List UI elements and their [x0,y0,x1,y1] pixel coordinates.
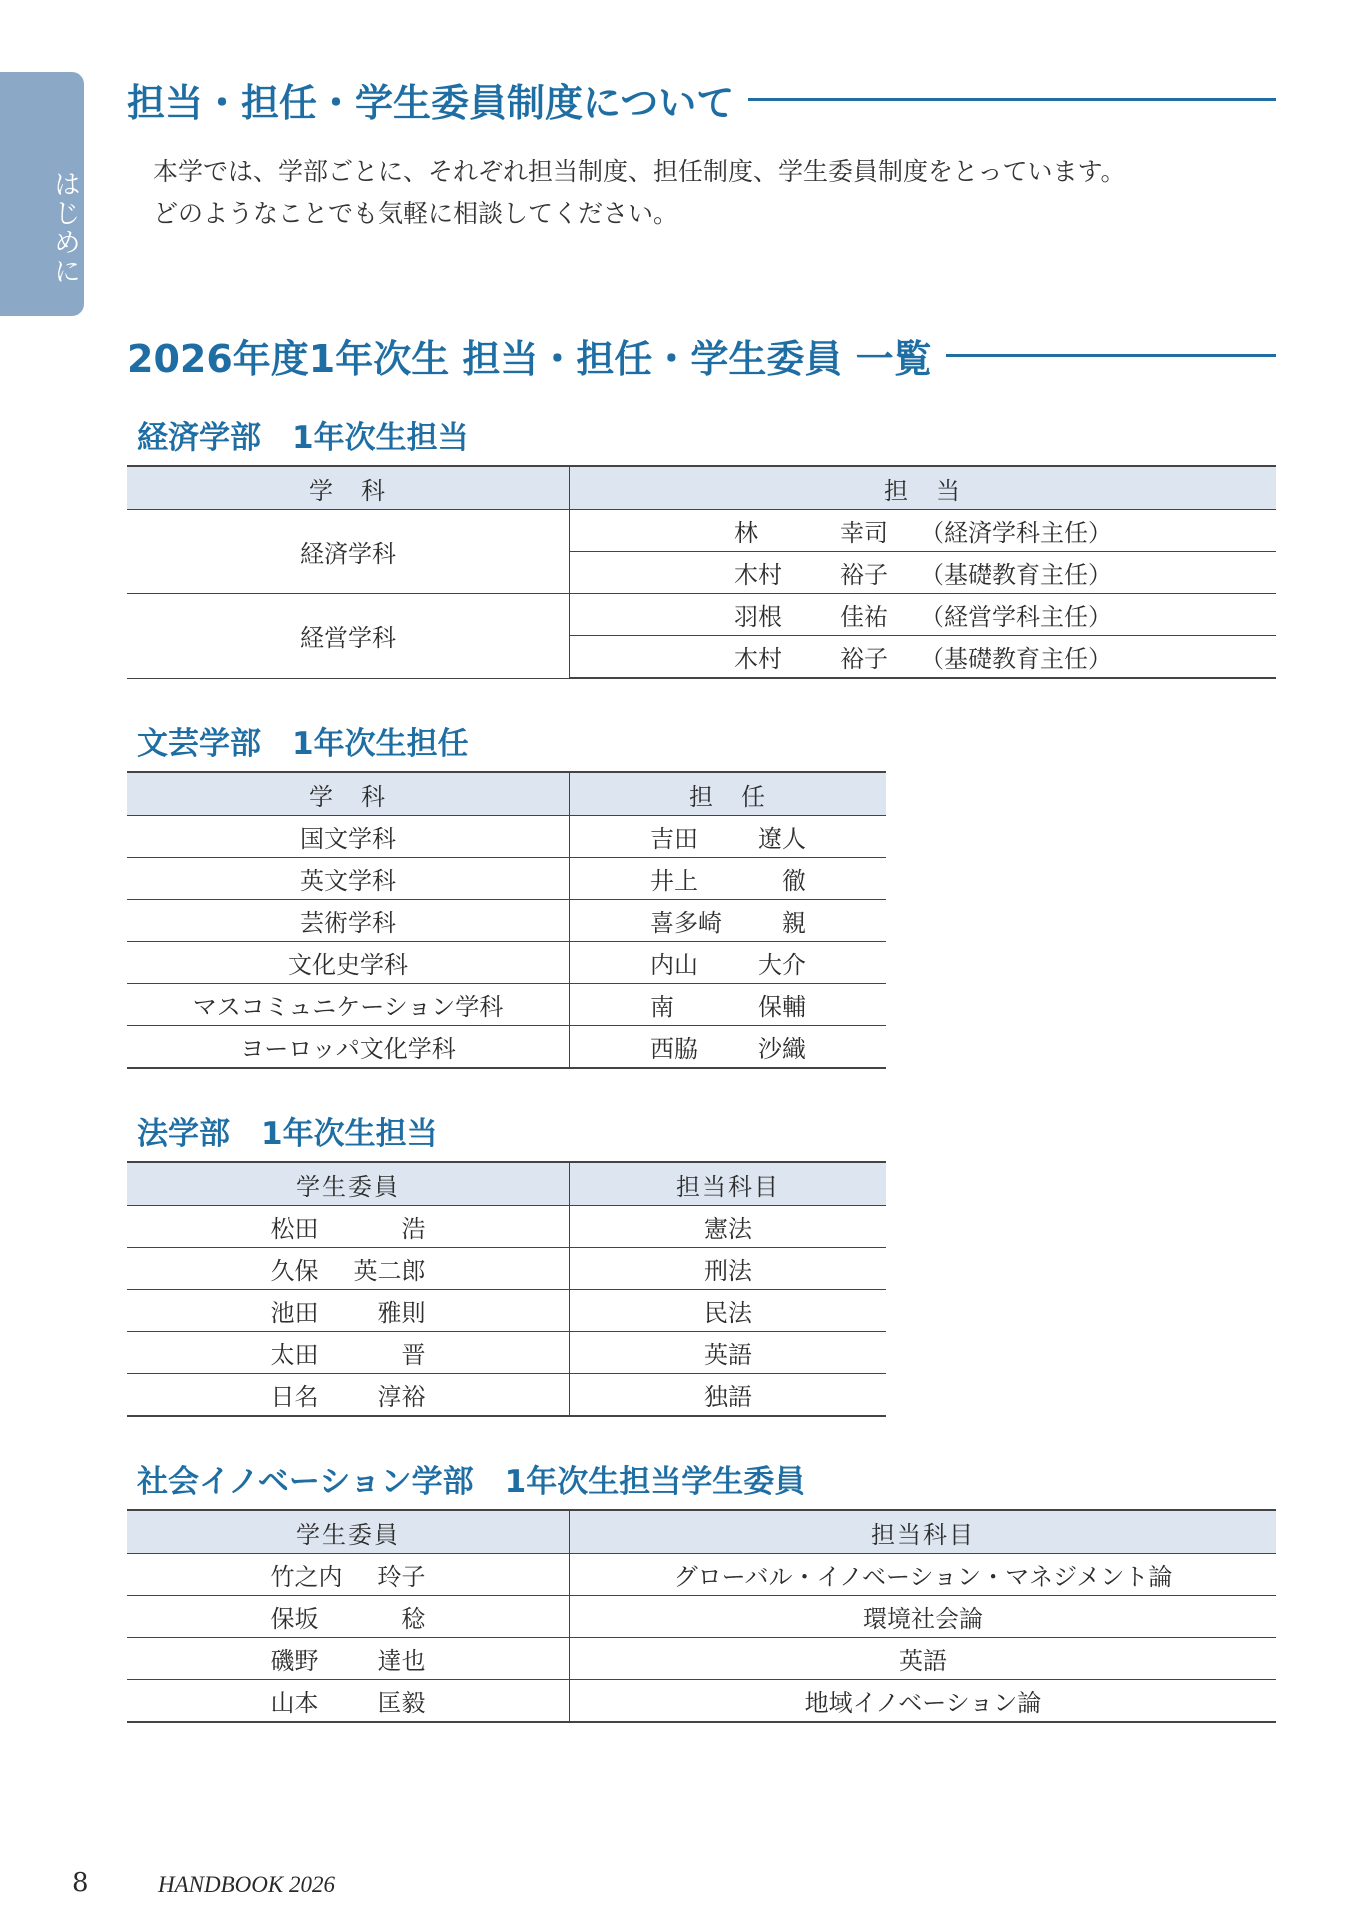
lit-title: 文芸学部 1年次生担任 [137,726,469,762]
dept-cell: 芸術学科 [127,900,570,942]
person-cell: 木村 裕子 （基礎教育主任） [570,636,1277,679]
person-cell: 井上 徹 [570,858,887,900]
person-cell: 久保 英二郎 [127,1248,570,1290]
table-row [127,594,1276,636]
heading-rule [748,98,1276,101]
table-row [127,1596,1276,1638]
subject-cell: 民法 [570,1290,887,1332]
side-tab [0,72,84,316]
table-row [127,1026,886,1069]
person-cell: 磯野 達也 [127,1638,570,1680]
person-cell: 内山 大介 [570,942,887,984]
subject-cell: 環境社会論 [570,1596,1277,1638]
law-table [127,1161,886,1417]
dept-cell: 経済学科 [127,510,570,594]
social-table [127,1509,1276,1723]
table-header-row [127,466,1276,510]
table-row [127,858,886,900]
table-row [127,984,886,1026]
person-cell: 竹之内 玲子 [127,1554,570,1596]
econ-table [127,465,1276,679]
subject-cell: 英語 [570,1638,1277,1680]
section-title: 担当・担任・学生委員制度について [127,81,735,125]
table-header-row [127,1510,1276,1554]
dept-cell: 英文学科 [127,858,570,900]
table-row [127,1638,1276,1680]
table-row [127,816,886,858]
person-cell: 喜多崎 親 [570,900,887,942]
table-row [127,1248,886,1290]
footer-title: HANDBOOK 2026 [158,1872,335,1897]
intro-line: 本学では、学部ごとに、それぞれ担当制度、担任制度、学生委員制度をとっています。 [153,157,1126,186]
person-cell: 吉田 遼人 [570,816,887,858]
person-cell: 松田 浩 [127,1206,570,1248]
table-row [127,1374,886,1417]
dept-cell: 経営学科 [127,594,570,679]
table-row [127,1206,886,1248]
table-row [127,1554,1276,1596]
person-cell: 日名 淳裕 [127,1374,570,1417]
heading-rule [946,354,1276,357]
table-row [127,900,886,942]
table-row [127,510,1276,552]
column-header: 学 科 [127,466,570,510]
person-cell: 木村 裕子 （基礎教育主任） [570,552,1277,594]
table-row [127,1290,886,1332]
person-cell: 西脇 沙織 [570,1026,887,1069]
intro-line: どのようなことでも気軽に相談してください。 [153,199,679,228]
column-header: 担 当 [570,466,1277,510]
person-cell: 山本 匡毅 [127,1680,570,1723]
dept-cell: マスコミュニケーション学科 [127,984,570,1026]
dept-cell: 文化史学科 [127,942,570,984]
table-row [127,942,886,984]
subject-cell: グローバル・イノベーション・マネジメント論 [570,1554,1277,1596]
section-title: 2026年度1年次生 担当・担任・学生委員 一覧 [127,337,932,381]
subject-cell: 刑法 [570,1248,887,1290]
person-cell: 林 幸司 （経済学科主任） [570,510,1277,552]
column-header: 担当科目 [570,1162,887,1206]
column-header: 担当科目 [570,1510,1277,1554]
table-row [127,1680,1276,1723]
subject-cell: 憲法 [570,1206,887,1248]
subject-cell: 地域イノベーション論 [570,1680,1277,1723]
table-row [127,1332,886,1374]
column-header: 学生委員 [127,1510,570,1554]
person-cell: 太田 晋 [127,1332,570,1374]
person-cell: 保坂 稔 [127,1596,570,1638]
dept-cell: ヨーロッパ文化学科 [127,1026,570,1069]
column-header: 学生委員 [127,1162,570,1206]
column-header: 学 科 [127,772,570,816]
person-cell: 羽根 佳祐 （経営学科主任） [570,594,1277,636]
intro-text [153,151,1126,235]
table-header-row [127,1162,886,1206]
table-header-row [127,772,886,816]
econ-title: 経済学部 1年次生担当 [137,420,469,456]
subject-cell: 英語 [570,1332,887,1374]
dept-cell: 国文学科 [127,816,570,858]
section-heading-list [127,328,1276,383]
person-cell: 池田 雅則 [127,1290,570,1332]
page-number: 8 [72,1868,89,1898]
person-cell: 南 保輔 [570,984,887,1026]
social-title: 社会イノベーション学部 1年次生担当学生委員 [137,1464,806,1500]
side-tab-label: はじめに [49,170,80,286]
subject-cell: 独語 [570,1374,887,1417]
lit-table [127,771,886,1069]
section-heading-system [127,72,1276,127]
column-header: 担 任 [570,772,887,816]
law-title: 法学部 1年次生担当 [137,1116,438,1152]
